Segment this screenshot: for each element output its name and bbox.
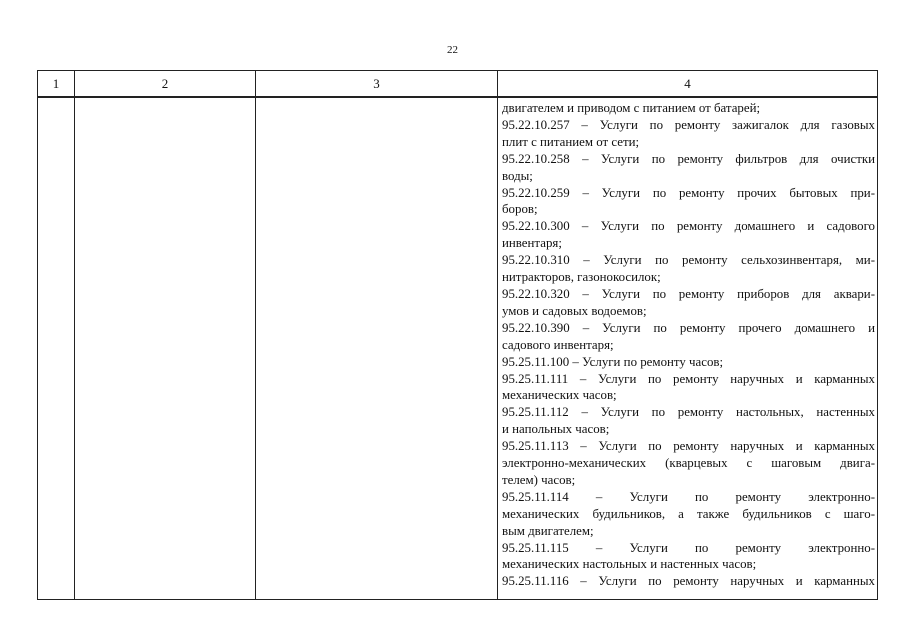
service-text-line: механических настольных и настенных часов; — [502, 557, 757, 572]
service-text-line: 95.22.10.259 – Услуги по ремонту прочих бытовых при- — [502, 185, 875, 200]
service-text-line: садового инвентаря; — [502, 337, 614, 352]
service-text-line: боров; — [502, 202, 538, 217]
page-number: 22 — [447, 44, 458, 56]
service-text-line: механических часов; — [502, 388, 617, 403]
service-text-line: 95.22.10.258 – Услуги по ремонту фильтров для очистки — [502, 151, 875, 166]
services-table — [37, 70, 878, 600]
table-row — [38, 97, 878, 600]
service-text-line: 95.22.10.300 – Услуги по ремонту домашнего и садового — [502, 219, 875, 234]
service-text-line: двигателем и приводом с питанием от батарей; — [502, 101, 761, 115]
service-text-line: 95.25.11.100 – Услуги по ремонту часов; — [502, 354, 724, 369]
service-text-line: плит с питанием от сети; — [502, 134, 640, 149]
service-text-line: 95.25.11.113 – Услуги по ремонту наручных и карманных — [502, 439, 875, 454]
service-text-line: телем) часов; — [502, 472, 576, 487]
service-text-line: 95.25.11.114 – Услуги по ремонту электронно- — [502, 489, 875, 504]
service-text-line: 95.22.10.257 – Услуги по ремонту зажигалок для газовых — [502, 117, 875, 132]
cell-col-3 — [256, 97, 498, 600]
cell-col-1 — [38, 97, 75, 600]
service-text-line: 95.25.11.115 – Услуги по ремонту электронно- — [502, 540, 875, 555]
service-text-line: механических будильников, а также будильников с шаго- — [502, 506, 875, 521]
column-header-3: 3 — [256, 71, 498, 98]
column-header-2: 2 — [75, 71, 256, 98]
service-text-line: 95.22.10.320 – Услуги по ремонту приборов для аквари- — [502, 286, 875, 301]
service-text-line: 95.25.11.111 – Услуги по ремонту наручных и карманных — [502, 371, 875, 386]
service-text-line: 95.25.11.116 – Услуги по ремонту наручных и карманных — [502, 574, 875, 589]
table-header-row — [38, 71, 878, 98]
column-header-4: 4 — [498, 71, 878, 98]
column-header-1: 1 — [38, 71, 75, 98]
service-text-line: нитракторов, газонокосилок; — [502, 270, 661, 285]
service-text-line: и напольных часов; — [502, 422, 610, 437]
service-text-line: 95.22.10.310 – Услуги по ремонту сельхозинвентаря, ми- — [502, 253, 875, 268]
service-text-line: инвентаря; — [502, 236, 562, 251]
service-text-line: умов и садовых водоемов; — [502, 303, 647, 318]
service-text-line: воды; — [502, 168, 533, 183]
service-text-line: 95.22.10.390 – Услуги по ремонту прочего домашнего и — [502, 320, 875, 335]
service-text-line: электронно-механических (кварцевых с шаговым двига- — [502, 456, 875, 471]
cell-col-2 — [75, 97, 256, 600]
service-text-line: вым двигателем; — [502, 523, 594, 538]
service-text-line: 95.25.11.112 – Услуги по ремонту настольных, настенных — [502, 405, 875, 420]
cell-col-4-services — [498, 97, 878, 600]
